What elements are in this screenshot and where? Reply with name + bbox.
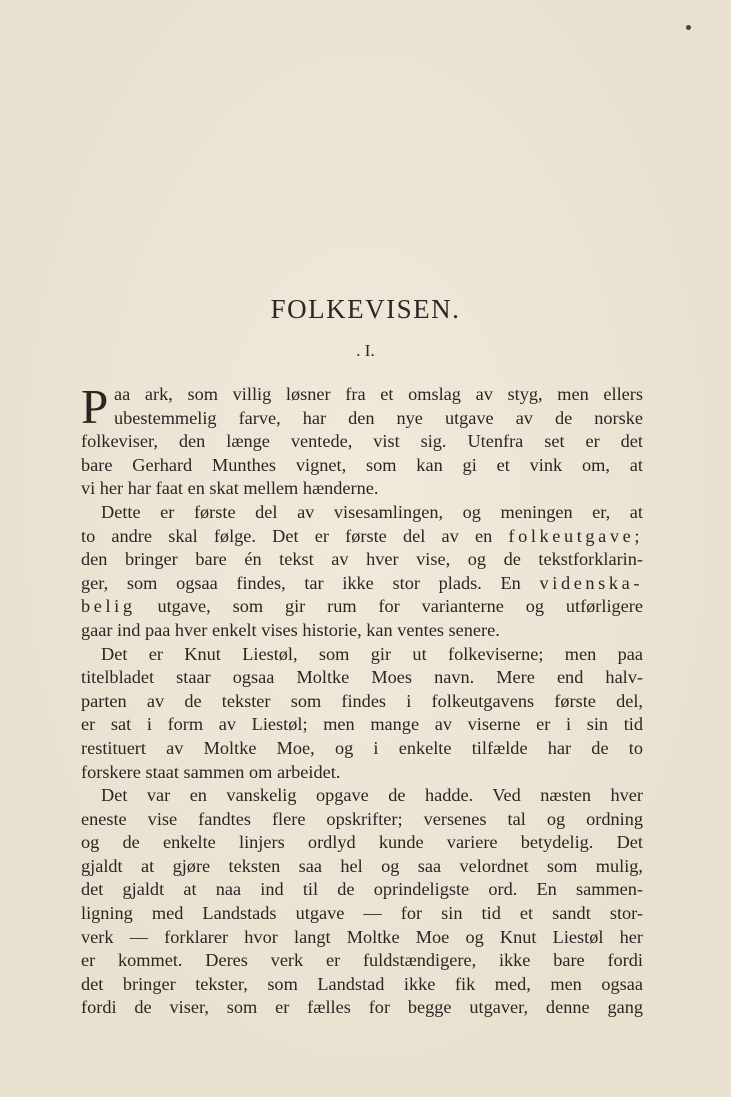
text-line: eneste vise fandtes flere opskrifter; versenes tal og ordning (81, 808, 643, 829)
spaced-word: belig (81, 596, 136, 617)
drop-cap: P (81, 379, 109, 434)
text-line: det bringer tekster, som Landstad ikke fik med, men ogsaa (81, 973, 643, 994)
text-line: folkeviser, den længe ventede, vist sig. Utenfra set er det (81, 431, 643, 452)
text-line: Det var en vanskelig opgave de hadde. Ved næsten hver (101, 785, 643, 806)
spaced-word: folkeutgave; (508, 525, 643, 546)
text-line: ligning med Landstads utgave — for sin tid et sandt stor- (81, 903, 643, 924)
text-line: bare Gerhard Munthes vignet, som kan gi et vink om, at (81, 454, 643, 475)
text-line (81, 572, 643, 596)
text-segment: to andre skal følge. Det er første del av en (81, 525, 493, 546)
text-line: gjaldt at gjøre teksten saa hel og saa velordnet som mulig, (81, 855, 643, 876)
text-segment: ger, som ogsaa findes, tar ikke stor plads. En (81, 572, 521, 593)
text-line: den bringer bare én tekst av hver vise, og de tekstforklarin- (81, 549, 643, 570)
text-line: er sat i form av Liestøl; men mange av viserne er i sin tid (81, 714, 643, 735)
body-text (81, 379, 644, 1020)
section-number: . I. (356, 341, 375, 360)
text-segment: utgave, som gir rum for varianterne og utførligere (157, 596, 643, 617)
text-line: gaar ind paa hver enkelt vises historie, kan ventes senere. (81, 619, 500, 640)
text-line: og de enkelte linjers ordlyd kunde variere betydelig. Det (81, 832, 643, 853)
text-line: fordi de viser, som er fælles for begge utgaver, denne gang (81, 997, 643, 1018)
page-title: FOLKEVISEN. (270, 294, 461, 324)
text-line: aa ark, som villig løsner fra et omslag av styg, men ellers (114, 384, 643, 404)
spaced-word: videnska- (539, 572, 644, 593)
text-line: er kommet. Deres verk er fuldstændigere, ikke bare fordi (81, 950, 643, 971)
text-line: verk — forklarer hvor langt Moltke Moe og Knut Liestøl her (81, 926, 643, 947)
text-line (81, 525, 643, 549)
text-line (81, 595, 643, 619)
text-line: Dette er første del av visesamlingen, og meningen er, at (101, 501, 643, 522)
text-line: parten av de tekster som findes i folkeutgavens første del, (81, 690, 643, 711)
text-line: forskere staat sammen om arbeidet. (81, 761, 341, 782)
text-line: Det er Knut Liestøl, som gir ut folkeviserne; men paa (101, 643, 643, 664)
text-line: ubestemmelig farve, har den nye utgave av de norske (114, 407, 643, 428)
text-line: restituert av Moltke Moe, og i enkelte tilfælde har de to (81, 737, 643, 758)
text-line: titelbladet staar ogsaa Moltke Moes navn. Mere end halv- (81, 667, 643, 688)
text-line: vi her har faat en skat mellem hænderne. (81, 478, 379, 499)
ink-dot (686, 25, 691, 30)
text-line: det gjaldt at naa ind til de oprindeligste ord. En sammen- (81, 879, 643, 900)
